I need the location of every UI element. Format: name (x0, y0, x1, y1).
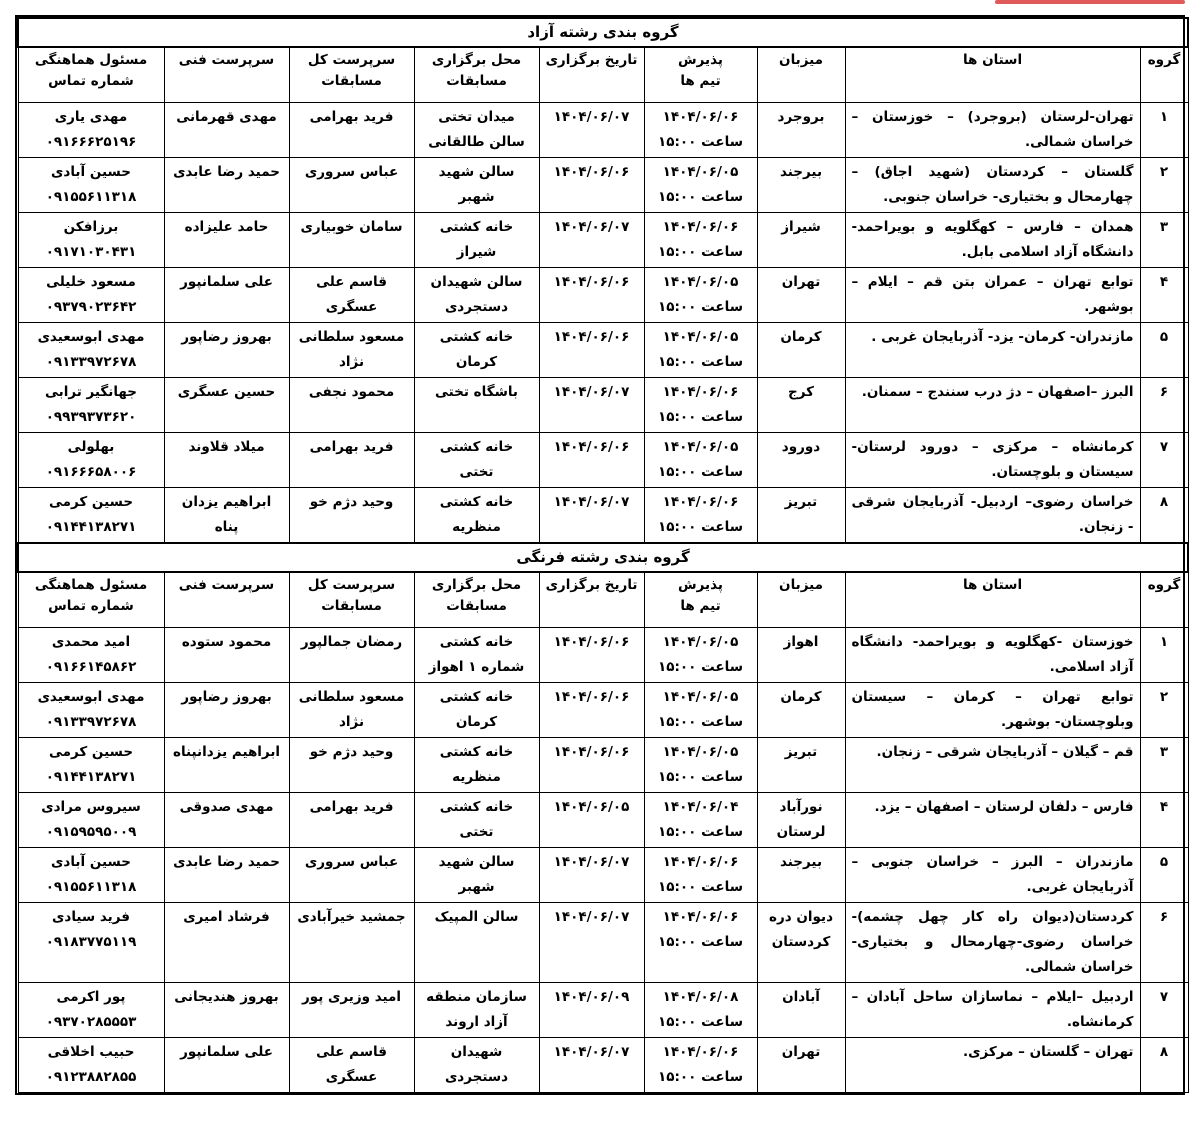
coordinator-name: حسین کرمی (48, 744, 134, 760)
supervisor-cell: عباس سروری (289, 158, 414, 213)
coordinator-cell (18, 268, 164, 323)
supervisor-cell: فرید بهرامی (289, 793, 414, 848)
reception-cell (644, 213, 757, 268)
table-row (18, 103, 1188, 158)
venue-cell: خانه کشتی منظریه (414, 738, 539, 793)
provinces-cell: اردبیل –ایلام – نماسازان ساحل آبادان – کرمانشاه. (845, 983, 1140, 1038)
technical-cell: مهدی قهرمانی (164, 103, 289, 158)
reception-time: ساعت ۱۵:۰۰ (658, 769, 743, 785)
table-row (18, 378, 1188, 433)
header-coordinator (18, 572, 164, 628)
coordinator-phone: ۰۹۱۴۴۱۳۸۲۷۱ (45, 519, 137, 535)
coordinator-phone: ۰۹۳۷۹۰۲۳۶۴۲ (45, 299, 137, 315)
event-date-cell: ۱۴۰۴/۰۶/۰۷ (539, 103, 644, 158)
coordinator-phone: ۰۹۱۷۱۰۳۰۴۳۱ (45, 244, 137, 260)
table-row (18, 323, 1188, 378)
header-coordinator-l2: شماره تماس (48, 598, 134, 614)
provinces-cell: مازندران- کرمان- یزد- آذربایجان غربی . (845, 323, 1140, 378)
host-cell: کرج (757, 378, 845, 433)
host-cell: بیرجند (757, 158, 845, 213)
reception-cell (644, 903, 757, 983)
table-row (18, 213, 1188, 268)
header-venue-l1: محل برگزاری (431, 52, 522, 68)
header-venue (414, 47, 539, 103)
header-supervisor-l2: مسابقات (321, 73, 382, 89)
reception-time: ساعت ۱۵:۰۰ (658, 464, 743, 480)
header-row (18, 47, 1188, 103)
coordinator-name: پور اکرمی (56, 989, 126, 1005)
event-date-cell: ۱۴۰۴/۰۶/۰۶ (539, 683, 644, 738)
supervisor-cell: محمود نجفی (289, 378, 414, 433)
venue-cell: خانه کشتی تختی (414, 793, 539, 848)
group-number: ۵ (1140, 323, 1188, 378)
coordinator-name: بهلولی (67, 439, 115, 455)
reception-time: ساعت ۱۵:۰۰ (658, 1014, 743, 1030)
provinces-cell: گلستان – کردستان (شهید اجاق) – چهارمحال و بختیاری- خراسان جنوبی. (845, 158, 1140, 213)
group-number: ۵ (1140, 848, 1188, 903)
coordinator-name: مهدی ابوسعیدی (37, 329, 145, 345)
venue-cell: خانه کشتی شیراز (414, 213, 539, 268)
coordinator-cell (18, 683, 164, 738)
provinces-cell: قم – گیلان – آذربایجان شرقی – زنجان. (845, 738, 1140, 793)
event-date-cell: ۱۴۰۴/۰۶/۰۹ (539, 983, 644, 1038)
header-coordinator-l1: مسئول هماهنگی (34, 52, 148, 68)
host-cell: شیراز (757, 213, 845, 268)
technical-cell: محمود ستوده (164, 628, 289, 683)
technical-cell: حمید رضا عابدی (164, 848, 289, 903)
provinces-cell: مازندران – البرز – خراسان جنوبی – آذربایجان غربی. (845, 848, 1140, 903)
supervisor-cell: مسعود سلطانی نژاد (289, 323, 414, 378)
table-row (18, 628, 1188, 683)
technical-cell: حمید رضا عابدی (164, 158, 289, 213)
coordinator-name: حسین آبادی (51, 164, 131, 180)
reception-time: ساعت ۱۵:۰۰ (658, 1069, 743, 1085)
provinces-cell: خراسان رضوی– اردبیل- آذربایجان شرقی - زنجان. (845, 488, 1140, 544)
host-cell: دیوان دره کردستان (757, 903, 845, 983)
table-row (18, 683, 1188, 738)
event-date-cell: ۱۴۰۴/۰۶/۰۷ (539, 1038, 644, 1093)
supervisor-cell: قاسم علی عسگری (289, 1038, 414, 1093)
provinces-cell: توابع تهران – عمران بتن قم – ایلام – بوشهر. (845, 268, 1140, 323)
coordinator-name: سیروس مرادی (41, 799, 141, 815)
schedule-body (18, 18, 1188, 1093)
reception-cell (644, 848, 757, 903)
reception-date: ۱۴۰۴/۰۶/۰۶ (662, 219, 739, 235)
provinces-cell: تهران-لرستان (بروجرد) – خوزستان – خراسان شمالی. (845, 103, 1140, 158)
coordinator-name: مهدی یاری (54, 109, 128, 125)
reception-cell (644, 488, 757, 544)
technical-cell: علی سلمانپور (164, 268, 289, 323)
reception-cell (644, 983, 757, 1038)
table-row (18, 488, 1188, 544)
technical-cell: ابراهیم یزدان پناه (164, 488, 289, 544)
coordinator-name: جهانگیر ترابی (44, 384, 138, 400)
event-date-cell: ۱۴۰۴/۰۶/۰۶ (539, 433, 644, 488)
reception-date: ۱۴۰۴/۰۶/۰۶ (662, 909, 739, 925)
event-date-cell: ۱۴۰۴/۰۶/۰۷ (539, 488, 644, 544)
host-cell: بروجرد (757, 103, 845, 158)
supervisor-cell: رمضان جمالپور (289, 628, 414, 683)
reception-cell (644, 793, 757, 848)
reception-date: ۱۴۰۴/۰۶/۰۶ (662, 1044, 739, 1060)
host-cell: آبادان (757, 983, 845, 1038)
reception-cell (644, 1038, 757, 1093)
coordinator-name: حسین کرمی (48, 494, 134, 510)
event-date-cell: ۱۴۰۴/۰۶/۰۶ (539, 628, 644, 683)
header-provinces: استان ها (845, 572, 1140, 628)
table-row (18, 268, 1188, 323)
header-technical: سرپرست فنی (164, 47, 289, 103)
red-mark (995, 0, 1185, 4)
header-host: میزبان (757, 572, 845, 628)
supervisor-cell: فرید بهرامی (289, 433, 414, 488)
provinces-cell: تهران – گلستان – مرکزی. (845, 1038, 1140, 1093)
coordinator-cell (18, 103, 164, 158)
reception-time: ساعت ۱۵:۰۰ (658, 134, 743, 150)
reception-date: ۱۴۰۴/۰۶/۰۵ (662, 274, 739, 290)
event-date-cell: ۱۴۰۴/۰۶/۰۷ (539, 903, 644, 983)
table-row (18, 738, 1188, 793)
section-title: گروه بندی رشته فرنگی (18, 543, 1188, 572)
reception-date: ۱۴۰۴/۰۶/۰۵ (662, 329, 739, 345)
header-venue (414, 572, 539, 628)
reception-time: ساعت ۱۵:۰۰ (658, 934, 743, 950)
header-venue-l2: مسابقات (446, 73, 507, 89)
reception-cell (644, 683, 757, 738)
host-cell: تبریز (757, 488, 845, 544)
header-group: گروه (1140, 572, 1188, 628)
event-date-cell: ۱۴۰۴/۰۶/۰۶ (539, 158, 644, 213)
coordinator-name: مسعود خلیلی (46, 274, 136, 290)
reception-date: ۱۴۰۴/۰۶/۰۶ (662, 384, 739, 400)
reception-date: ۱۴۰۴/۰۶/۰۵ (662, 744, 739, 760)
coordinator-cell (18, 738, 164, 793)
host-cell: کرمان (757, 323, 845, 378)
group-number: ۲ (1140, 158, 1188, 213)
header-row (18, 572, 1188, 628)
provinces-cell: همدان – فارس – کهگلویه و بویراحمد- دانشگاه آزاد اسلامی بابل. (845, 213, 1140, 268)
reception-cell (644, 158, 757, 213)
reception-date: ۱۴۰۴/۰۶/۰۶ (662, 109, 739, 125)
reception-cell (644, 628, 757, 683)
provinces-cell: توابع تهران – کرمان – سیستان وبلوچستان- بوشهر. (845, 683, 1140, 738)
table-row (18, 158, 1188, 213)
group-number: ۴ (1140, 268, 1188, 323)
coordinator-phone: ۰۹۱۵۵۶۱۱۳۱۸ (45, 189, 137, 205)
provinces-cell: فارس – دلفان لرستان – اصفهان – یزد. (845, 793, 1140, 848)
venue-cell: خانه کشتی منظریه (414, 488, 539, 544)
header-reception (644, 572, 757, 628)
header-supervisor-l1: سرپرست کل (307, 52, 396, 68)
host-cell: دورود (757, 433, 845, 488)
group-number: ۴ (1140, 793, 1188, 848)
reception-cell (644, 268, 757, 323)
reception-cell (644, 103, 757, 158)
schedule-frame (15, 15, 1185, 1095)
reception-time: ساعت ۱۵:۰۰ (658, 879, 743, 895)
group-number: ۲ (1140, 683, 1188, 738)
top-border (0, 0, 1185, 5)
coordinator-cell (18, 213, 164, 268)
host-cell: اهواز (757, 628, 845, 683)
reception-date: ۱۴۰۴/۰۶/۰۵ (662, 689, 739, 705)
coordinator-cell (18, 378, 164, 433)
technical-cell: مهدی صدوقی (164, 793, 289, 848)
technical-cell: علی سلمانپور (164, 1038, 289, 1093)
host-cell: کرمان (757, 683, 845, 738)
supervisor-cell: عباس سروری (289, 848, 414, 903)
reception-cell (644, 433, 757, 488)
coordinator-cell (18, 848, 164, 903)
group-number: ۳ (1140, 738, 1188, 793)
supervisor-cell: وحید دژم خو (289, 738, 414, 793)
section-title-row (18, 18, 1188, 47)
group-number: ۱ (1140, 103, 1188, 158)
coordinator-cell (18, 628, 164, 683)
table-row (18, 433, 1188, 488)
supervisor-cell: سامان خوبیاری (289, 213, 414, 268)
coordinator-name: حسین آبادی (51, 854, 131, 870)
group-number: ۶ (1140, 903, 1188, 983)
reception-time: ساعت ۱۵:۰۰ (658, 824, 743, 840)
venue-cell: سالن المپیک (414, 903, 539, 983)
event-date-cell: ۱۴۰۴/۰۶/۰۶ (539, 738, 644, 793)
supervisor-cell: فرید بهرامی (289, 103, 414, 158)
coordinator-cell (18, 158, 164, 213)
group-number: ۸ (1140, 488, 1188, 544)
reception-cell (644, 378, 757, 433)
reception-date: ۱۴۰۴/۰۶/۰۴ (662, 799, 739, 815)
coordinator-phone: ۰۹۹۳۹۳۷۳۶۲۰ (45, 409, 137, 425)
supervisor-cell: امید وزیری پور (289, 983, 414, 1038)
header-reception-l2: تیم ها (680, 598, 721, 614)
section-title: گروه بندی رشته آزاد (18, 18, 1188, 47)
reception-date: ۱۴۰۴/۰۶/۰۵ (662, 634, 739, 650)
event-date-cell: ۱۴۰۴/۰۶/۰۵ (539, 793, 644, 848)
reception-time: ساعت ۱۵:۰۰ (658, 659, 743, 675)
coordinator-cell (18, 983, 164, 1038)
group-number: ۱ (1140, 628, 1188, 683)
table-row (18, 983, 1188, 1038)
header-host: میزبان (757, 47, 845, 103)
header-group: گروه (1140, 47, 1188, 103)
reception-date: ۱۴۰۴/۰۶/۰۶ (662, 854, 739, 870)
coordinator-phone: ۰۹۱۵۹۵۹۵۰۰۹ (45, 824, 137, 840)
host-cell: تبریز (757, 738, 845, 793)
table-row (18, 848, 1188, 903)
event-date-cell: ۱۴۰۴/۰۶/۰۶ (539, 268, 644, 323)
venue-cell: شهیدان دستجردی (414, 1038, 539, 1093)
coordinator-cell (18, 1038, 164, 1093)
coordinator-phone: ۰۹۱۳۳۹۷۲۶۷۸ (45, 714, 137, 730)
header-reception-l1: پذیرش (678, 52, 723, 68)
event-date-cell: ۱۴۰۴/۰۶/۰۷ (539, 213, 644, 268)
supervisor-cell: جمشید خیرآبادی (289, 903, 414, 983)
event-date-cell: ۱۴۰۴/۰۶/۰۶ (539, 323, 644, 378)
venue-cell: سالن شهید شهبر (414, 158, 539, 213)
venue-cell: سازمان منطقه آزاد اروند (414, 983, 539, 1038)
group-number: ۶ (1140, 378, 1188, 433)
coordinator-phone: ۰۹۱۶۶۶۲۵۱۹۶ (45, 134, 137, 150)
coordinator-name: مهدی ابوسعیدی (37, 689, 145, 705)
coordinator-cell (18, 433, 164, 488)
venue-cell: میدان تختی سالن طالقانی (414, 103, 539, 158)
coordinator-phone: ۰۹۱۳۳۹۷۲۶۷۸ (45, 354, 137, 370)
reception-time: ساعت ۱۵:۰۰ (658, 299, 743, 315)
group-number: ۷ (1140, 433, 1188, 488)
header-supervisor (289, 47, 414, 103)
reception-date: ۱۴۰۴/۰۶/۰۸ (662, 989, 739, 1005)
table-row (18, 903, 1188, 983)
coordinator-cell (18, 488, 164, 544)
reception-date: ۱۴۰۴/۰۶/۰۵ (662, 164, 739, 180)
coordinator-cell (18, 323, 164, 378)
reception-time: ساعت ۱۵:۰۰ (658, 189, 743, 205)
reception-time: ساعت ۱۵:۰۰ (658, 244, 743, 260)
schedule-table (17, 17, 1189, 1093)
reception-date: ۱۴۰۴/۰۶/۰۵ (662, 439, 739, 455)
header-supervisor (289, 572, 414, 628)
technical-cell: ابراهیم یزدانپناه (164, 738, 289, 793)
coordinator-phone: ۰۹۱۲۳۸۸۲۸۵۵ (45, 1069, 137, 1085)
provinces-cell: خوزستان -کهگلویه و بویراحمد- دانشگاه آزاد اسلامی. (845, 628, 1140, 683)
coordinator-name: حبیب اخلاقی (47, 1044, 135, 1060)
technical-cell: فرشاد امیری (164, 903, 289, 983)
coordinator-phone: ۰۹۳۷۰۲۸۵۵۵۳ (45, 1014, 137, 1030)
coordinator-name: امید محمدی (51, 634, 131, 650)
header-provinces: استان ها (845, 47, 1140, 103)
reception-cell (644, 323, 757, 378)
group-number: ۳ (1140, 213, 1188, 268)
reception-time: ساعت ۱۵:۰۰ (658, 519, 743, 535)
header-technical: سرپرست فنی (164, 572, 289, 628)
coordinator-phone: ۰۹۱۴۴۱۳۸۲۷۱ (45, 769, 137, 785)
technical-cell: حسین عسگری (164, 378, 289, 433)
group-number: ۷ (1140, 983, 1188, 1038)
header-reception-l1: پذیرش (678, 577, 723, 593)
reception-time: ساعت ۱۵:۰۰ (658, 409, 743, 425)
provinces-cell: البرز –اصفهان – دژ درب سنندج – سمنان. (845, 378, 1140, 433)
supervisor-cell: قاسم علی عسگری (289, 268, 414, 323)
venue-cell: باشگاه تختی (414, 378, 539, 433)
header-reception (644, 47, 757, 103)
header-coordinator (18, 47, 164, 103)
coordinator-cell (18, 793, 164, 848)
technical-cell: بهروز رضاپور (164, 323, 289, 378)
venue-cell: خانه کشتی کرمان (414, 323, 539, 378)
coordinator-phone: ۰۹۱۵۵۶۱۱۳۱۸ (45, 879, 137, 895)
venue-cell: خانه کشتی شماره ۱ اهواز (414, 628, 539, 683)
header-venue-l2: مسابقات (446, 598, 507, 614)
venue-cell: سالن شهیدان دستجردی (414, 268, 539, 323)
table-row (18, 1038, 1188, 1093)
venue-cell: سالن شهید شهبر (414, 848, 539, 903)
venue-cell: خانه کشتی کرمان (414, 683, 539, 738)
host-cell: تهران (757, 268, 845, 323)
technical-cell: بهروز هندیجانی (164, 983, 289, 1038)
host-cell: تهران (757, 1038, 845, 1093)
technical-cell: میلاد قلاوند (164, 433, 289, 488)
provinces-cell: کرمانشاه – مرکزی – دورود لرستان- سیستان و بلوچستان. (845, 433, 1140, 488)
coordinator-phone: ۰۹۱۸۳۷۷۵۱۱۹ (45, 934, 137, 950)
group-number: ۸ (1140, 1038, 1188, 1093)
host-cell: بیرجند (757, 848, 845, 903)
provinces-cell: کردستان(دیوان راه کار چهل چشمه)- خراسان رضوی-چهارمحال و بختیاری- خراسان شمالی. (845, 903, 1140, 983)
technical-cell: حامد علیزاده (164, 213, 289, 268)
header-supervisor-l1: سرپرست کل (307, 577, 396, 593)
event-date-cell: ۱۴۰۴/۰۶/۰۷ (539, 378, 644, 433)
table-row (18, 793, 1188, 848)
coordinator-name: فرید سیادی (52, 909, 130, 925)
supervisor-cell: مسعود سلطانی نژاد (289, 683, 414, 738)
coordinator-phone: ۰۹۱۶۶۶۵۸۰۰۶ (45, 464, 137, 480)
coordinator-cell (18, 903, 164, 983)
coordinator-phone: ۰۹۱۶۶۱۴۵۸۶۲ (45, 659, 137, 675)
section-title-row (18, 543, 1188, 572)
reception-time: ساعت ۱۵:۰۰ (658, 714, 743, 730)
technical-cell: بهروز رضاپور (164, 683, 289, 738)
host-cell: نورآباد لرستان (757, 793, 845, 848)
header-coordinator-l2: شماره تماس (48, 73, 134, 89)
header-date: تاریخ برگزاری (539, 572, 644, 628)
reception-time: ساعت ۱۵:۰۰ (658, 354, 743, 370)
header-supervisor-l2: مسابقات (321, 598, 382, 614)
header-coordinator-l1: مسئول هماهنگی (34, 577, 148, 593)
reception-date: ۱۴۰۴/۰۶/۰۶ (662, 494, 739, 510)
header-venue-l1: محل برگزاری (431, 577, 522, 593)
supervisor-cell: وحید دژم خو (289, 488, 414, 544)
header-date: تاریخ برگزاری (539, 47, 644, 103)
venue-cell: خانه کشتی تختی (414, 433, 539, 488)
header-reception-l2: تیم ها (680, 73, 721, 89)
event-date-cell: ۱۴۰۴/۰۶/۰۷ (539, 848, 644, 903)
reception-cell (644, 738, 757, 793)
coordinator-name: برزافکن (63, 219, 119, 235)
